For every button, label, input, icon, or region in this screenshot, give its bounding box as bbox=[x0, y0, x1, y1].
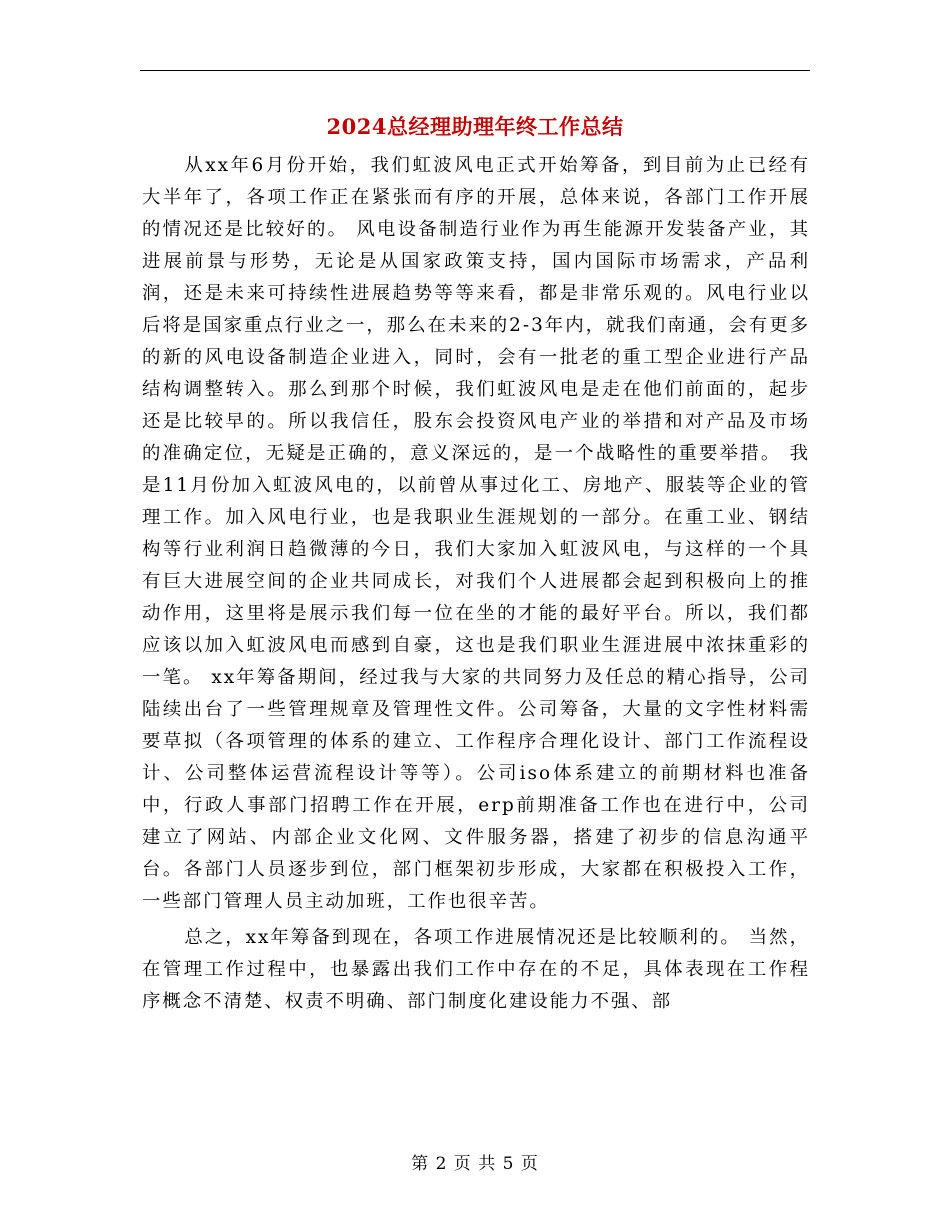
paragraph-2: 总之，xx年筹备到现在，各项工作进展情况还是比较顺利的。 当然，在管理工作过程中，也暴露出我们工作中存在的不足，具体表现在工作程序概念不清楚、权责不明确、部门制度化建设能力不强、部 bbox=[142, 927, 810, 1012]
document-title: 2024总经理助理年终工作总结 bbox=[326, 114, 624, 139]
header-rule bbox=[140, 70, 810, 71]
paragraph-1: 从xx年6月份开始，我们虹波风电正式开始筹备，到目前为止已经有大半年了，各项工作正在紧张而有序的开展，总体来说，各部门工作开展的情况还是比较好的。 风电设备制造行业作为再生能源开发装备产业，其进展前景与形势，无论是从国家政策支持，国内国际市场需求，产品利润，还是未来可持续性进展趋势等等来看，都是非常乐观的。风电行业以后将是国家重点行业之一，那么在未来的2-3年内，就我们南通，会有更多的新的风电设备制造企业进入，同时，会有一批老的重工型企业进行产品结构调整转入。那么到那个时候，我们虹波风电是走在他们前面的，起步还是比较早的。所以我信任，股东会投资风电产业的举措和对产品及市场的准确定位，无疑是正确的，意义深远的，是一个战略性的重要举措。 我是11月份加入虹波风电的，以前曾从事过化工、房地产、服装等企业的管理工作。加入风电行业，也是我职业生涯规划的一部分。在重工业、钢结构等行业利润日趋微薄的今日，我们大家加入虹波风电，与这样的一个具有巨大进展空间的企业共同成长，对我们个人进展都会起到积极向上的推动作用，这里将是展示我们每一位在坐的才能的最好平台。所以，我们都应该以加入虹波风电而感到自豪，这也是我们职业生涯进展中浓抹重彩的一笔。 xx年筹备期间，经过我与大家的共同努力及任总的精心指导，公司陆续出台了一些管理规章及管理性文件。公司筹备，大量的文字性材料需要草拟（各项管理的体系的建立、工作程序合理化设计、部门工作流程设计、公司整体运营流程设计等等）。公司iso体系建立的前期材料也准备中，行政人事部门招聘工作在开展，erp前期准备工作也在进行中，公司建立了网站、内部企业文化网、文件服务器，搭建了初步的信息沟通平台。各部门人员逐步到位，部门框架初步形成，大家都在积极投入工作，一些部门管理人员主动加班，工作也很辛苦。 bbox=[142, 155, 810, 912]
page-number: 第 2 页 共 5 页 bbox=[411, 1154, 539, 1174]
document-body bbox=[142, 150, 810, 1018]
